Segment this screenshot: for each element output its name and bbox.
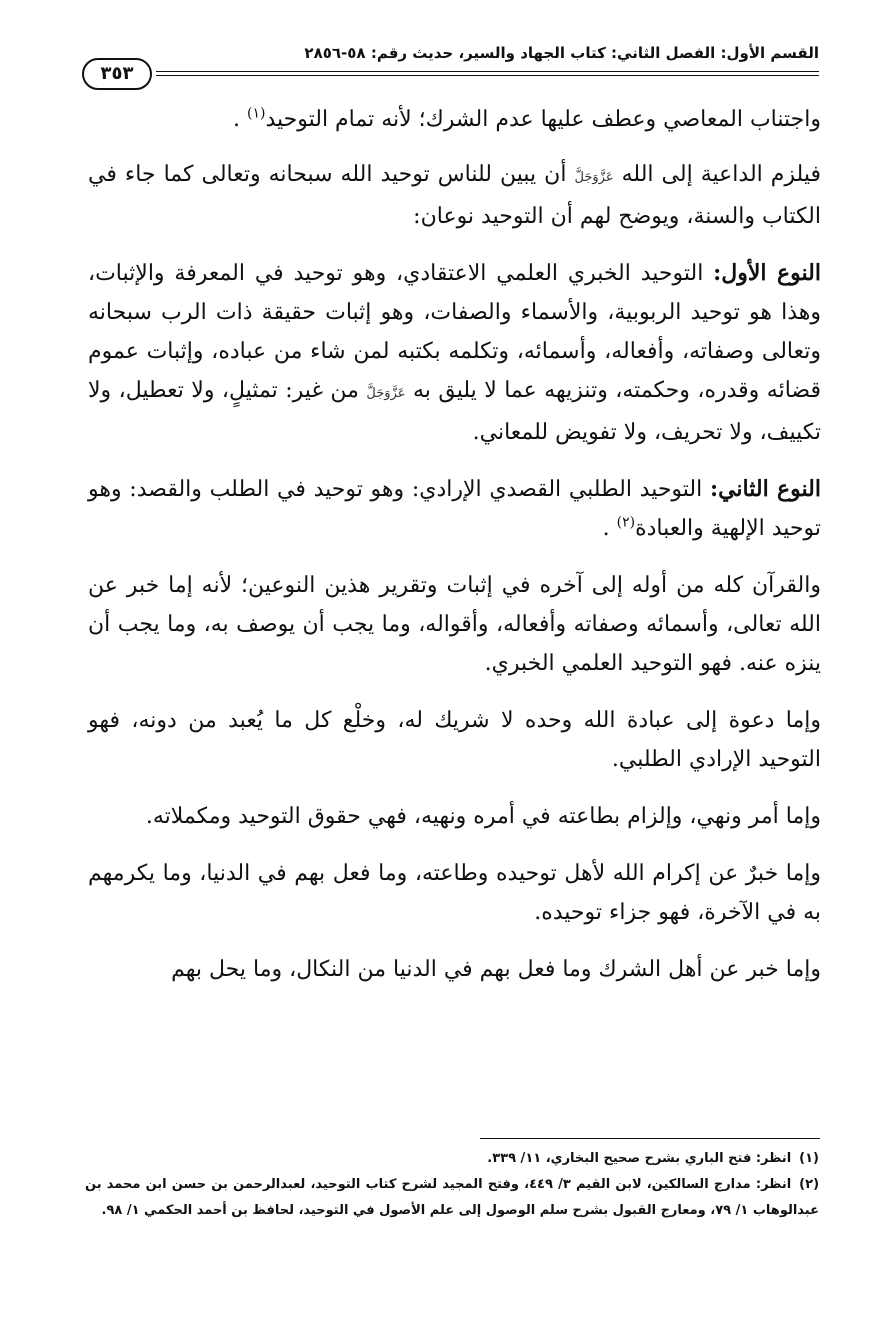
paragraph	[88, 100, 821, 139]
paragraph-text: التوحيد الطلبي القصدي الإرادي: وهو توحيد في الطلب والقصد: وهو توحيد الإلهية والعبادة	[88, 477, 821, 541]
paragraph	[88, 254, 821, 452]
footnote-text: انظر: مدارج السالكين، لابن القيم ٣/ ٤٤٩، وفتح المجيد لشرح كتاب التوحيد، لعبدالرحمن بن حسن ابن محمد بن عبدالوهاب ١/ ٧٩، ومعارج القبول بشرح سلم الوصول إلى علم الأصول في التوحيد، لحافظ بن أحمد الحكمي ١/ ٩٨.	[85, 1177, 819, 1218]
footnote-marker: (١)	[246, 105, 266, 122]
paragraph-text: واجتناب المعاصي وعطف عليها عدم الشرك؛ لأنه تمام التوحيد	[265, 107, 821, 132]
paragraph	[88, 470, 821, 548]
footnotes	[85, 1146, 819, 1224]
main-text	[88, 100, 821, 1007]
paragraph	[88, 854, 821, 932]
paragraph-text-continued: أن يبين للناس توحيد الله سبحانه وتعالى كما جاء في الكتاب والسنة، ويوضح لهم أن التوحيد نوعان:	[88, 162, 821, 229]
page-header	[82, 44, 819, 94]
paragraph-text: وإما أمر ونهي، وإلزام بطاعته في أمره ونهيه، فهي حقوق التوحيد ومكملاته.	[145, 804, 821, 829]
footnote	[85, 1172, 819, 1224]
paragraph-text-continued: من غير: تمثيلٍ، ولا تعطيل، ولا تكييف، ولا تحريف، ولا تفويض للمعاني.	[88, 378, 821, 445]
paragraph-tail: .	[602, 516, 610, 541]
honorific: عَزَّوَجَلَّ	[366, 386, 406, 401]
paragraph-text: وإما خبرٌ عن إكرام الله لأهل توحيده وطاعته، وما فعل بهم في الدنيا، وما يكرمهم به في الآخرة، فهو جزاء توحيده.	[88, 861, 821, 925]
section-lead: النوع الأول:	[713, 260, 821, 286]
paragraph-text: وإما خبر عن أهل الشرك وما فعل بهم في الدنيا من النكال، وما يحل بهم	[171, 957, 821, 982]
paragraph	[88, 155, 821, 236]
footnote-divider	[480, 1138, 820, 1139]
paragraph-text: التوحيد الخبري العلمي الاعتقادي، وهو توحيد في المعرفة والإثبات، وهذا هو توحيد الربوبية، والأسماء والصفات، وهو إثبات حقيقة ذات الرب سبحانه وتعالى وصفاته، وأفعاله، وأسمائه، وتكلمه بكتبه لمن شاء من عباده، وإثبات عموم قضائه وقدره، وحكمته، وتنزيهه عما لا يليق به	[88, 261, 821, 403]
footnote-marker: (٢)	[616, 514, 636, 531]
header-rule	[156, 71, 819, 76]
paragraph	[88, 950, 821, 989]
footnote-number: (٢)	[799, 1177, 820, 1192]
paragraph	[88, 566, 821, 683]
section-lead: النوع الثاني:	[709, 476, 821, 502]
footnote-text: انظر: فتح الباري بشرح صحيح البخاري، ١١/ ٣٣٩.	[487, 1151, 792, 1166]
running-head: القسم الأول: الفصل الثاني: كتاب الجهاد والسير، حديث رقم: ٥٨-٢٨٥٦	[304, 44, 819, 62]
footnote	[85, 1146, 819, 1172]
honorific: عَزَّوَجَلَّ	[574, 170, 614, 185]
paragraph	[88, 797, 821, 836]
paragraph-text: والقرآن كله من أوله إلى آخره في إثبات وتقرير هذين النوعين؛ لأنه إما خبر عن الله تعالى، وأسمائه وصفاته وأفعاله، وأقواله، وما يجب أن يوصف به، وما يجب أن ينزه عنه. فهو التوحيد العلمي الخبري.	[88, 573, 821, 676]
paragraph-text: فيلزم الداعية إلى الله	[621, 162, 821, 187]
paragraph	[88, 701, 821, 779]
page-number: ٣٥٣	[82, 58, 152, 90]
paragraph-text: وإما دعوة إلى عبادة الله وحده لا شريك له، وخلْع كل ما يُعبد من دونه، فهو التوحيد الإرادي الطلبي.	[88, 708, 821, 772]
paragraph-tail: .	[232, 107, 240, 132]
footnote-number: (١)	[799, 1151, 819, 1166]
